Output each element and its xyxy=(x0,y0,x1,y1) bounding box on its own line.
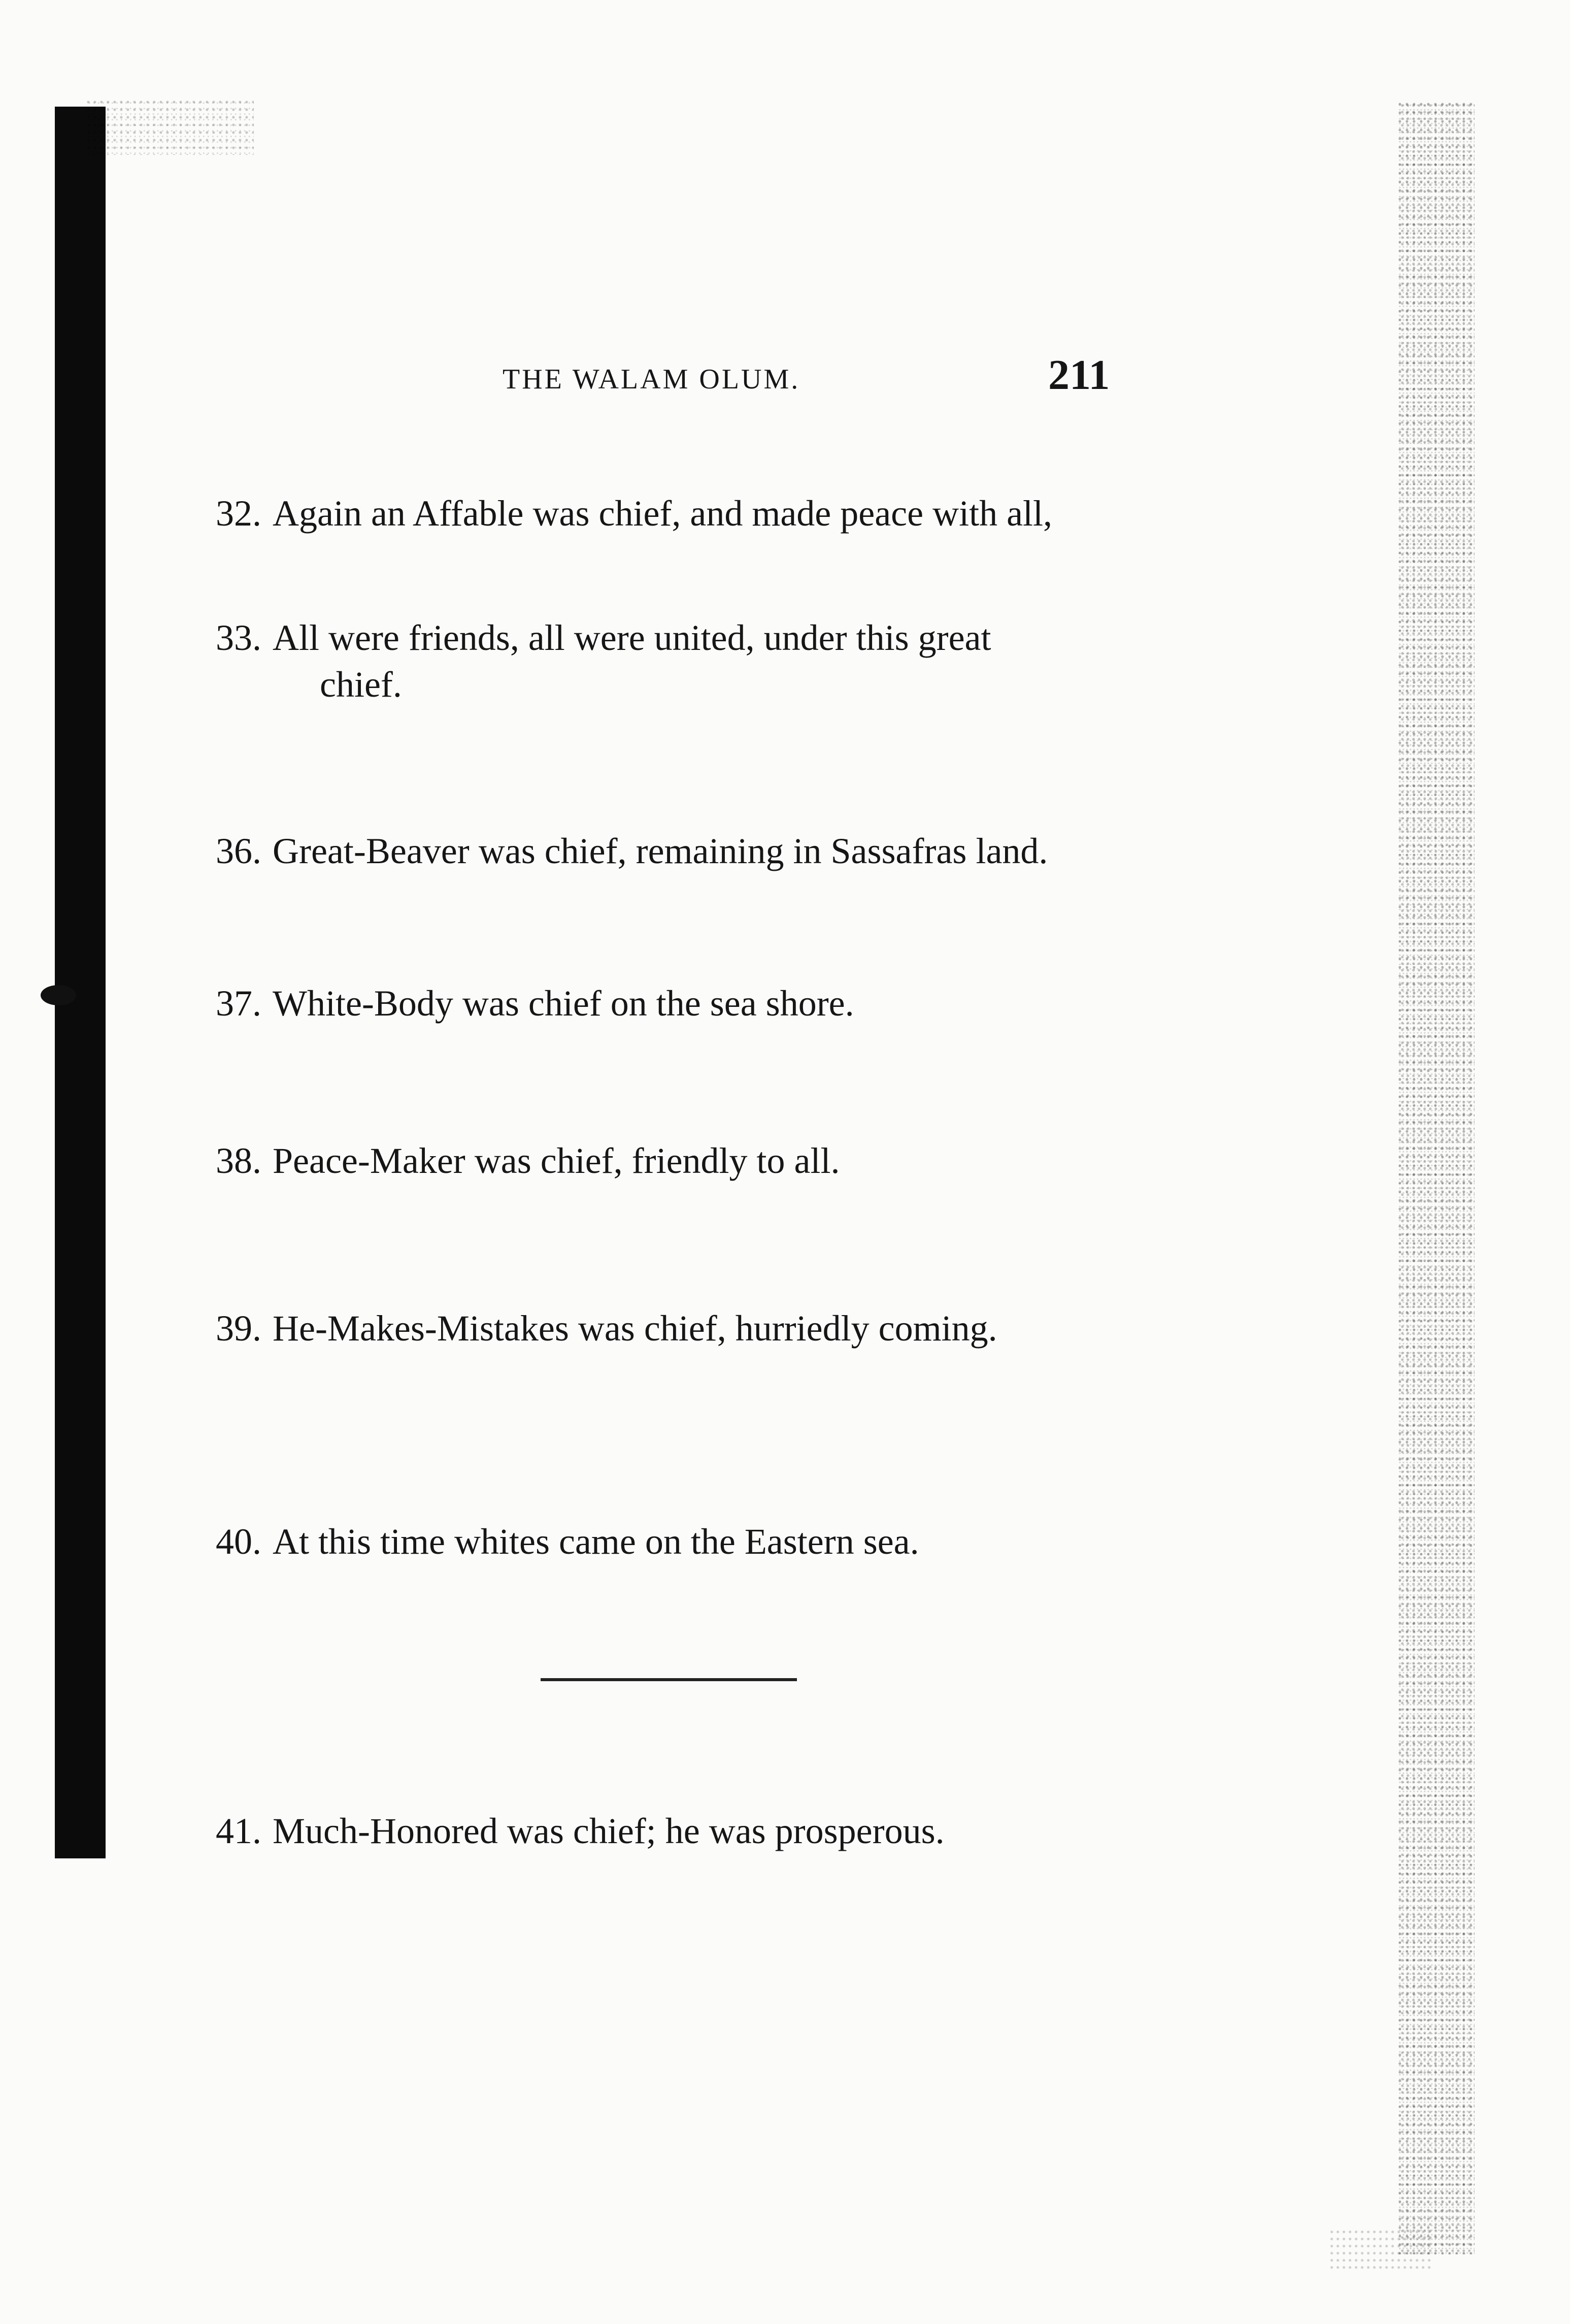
verse-41 xyxy=(216,1808,1129,1854)
verse-text: Great-Beaver was chief, remaining in Sassafras land. xyxy=(273,831,1048,871)
ink-blot xyxy=(41,985,76,1005)
verse-number: 36. xyxy=(216,831,261,871)
verse-37 xyxy=(216,980,1129,1027)
verse-number: 33. xyxy=(216,617,261,658)
scan-speckle-bottom xyxy=(1330,2229,1431,2270)
verse-number: 37. xyxy=(216,983,261,1024)
page-number: 211 xyxy=(1048,351,1110,399)
verse-text: White-Body was chief on the sea shore. xyxy=(273,983,854,1024)
verse-number: 32. xyxy=(216,493,261,534)
verse-36 xyxy=(216,828,1129,874)
verse-33 xyxy=(216,614,1129,708)
verse-39 xyxy=(216,1305,1129,1352)
verse-number: 39. xyxy=(216,1308,261,1349)
verse-text: Much-Honored was chief; he was prosperous. xyxy=(273,1811,945,1851)
verse-continuation: chief. xyxy=(320,664,402,705)
verse-number: 40. xyxy=(216,1521,261,1562)
binding-shadow xyxy=(55,107,106,1858)
verse-38 xyxy=(216,1137,1129,1184)
verse-text: He-Makes-Mistakes was chief, hurriedly coming. xyxy=(273,1308,997,1349)
verse-text: At this time whites came on the Eastern sea. xyxy=(273,1521,919,1562)
verse-32 xyxy=(216,490,1129,537)
verse-40 xyxy=(216,1518,1129,1565)
section-divider xyxy=(541,1678,797,1681)
running-title: THE WALAM OLUM. xyxy=(503,364,800,395)
scan-speckle-top xyxy=(86,99,254,155)
verse-number: 38. xyxy=(216,1140,261,1181)
verse-text: All were friends, all were united, under this great xyxy=(273,617,991,658)
verse-number: 41. xyxy=(216,1811,261,1851)
page-edge-speckle xyxy=(1398,102,1475,2254)
verse-text: Peace-Maker was chief, friendly to all. xyxy=(273,1140,840,1181)
verse-text: Again an Affable was chief, and made peace with all, xyxy=(273,493,1053,534)
